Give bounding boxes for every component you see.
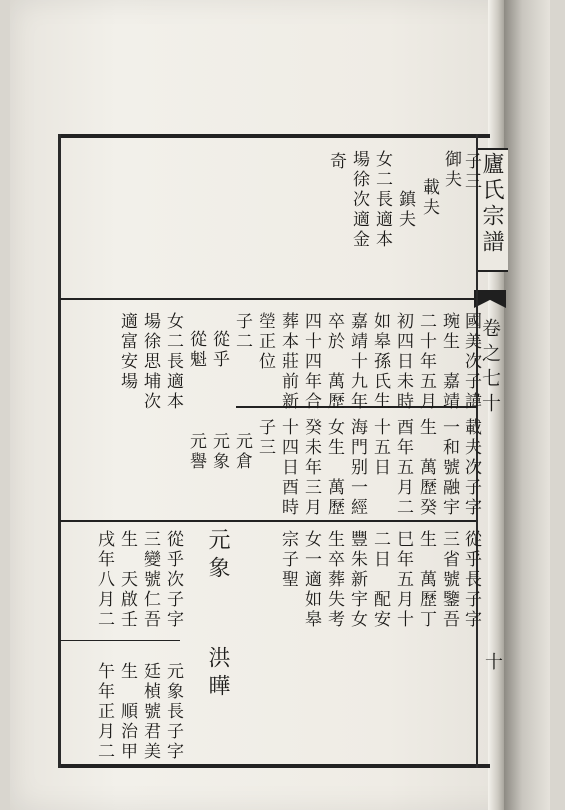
bottom-register-column: 生卒葬失考 <box>324 530 344 630</box>
bottom-register-column: 二日 配安 <box>370 530 390 630</box>
lower-register-column: 元倉 <box>232 432 252 472</box>
names-column: 洪曄 <box>205 646 230 702</box>
upper-register-column: 載夫 <box>419 178 439 218</box>
bottom-register-column: 三變號仁吾 <box>140 530 160 630</box>
names-column: 元象 <box>205 528 230 584</box>
lower-register-column: 一和號融宇 <box>439 418 459 518</box>
bottom-border <box>58 764 490 768</box>
bottom-register-column: 宗子聖 <box>278 530 298 590</box>
top-border <box>58 134 490 138</box>
middle-register-column: 初四日未時 <box>393 312 413 412</box>
middle-register-column: 葬本莊前新 <box>278 312 298 412</box>
middle-register-column: 適富安場 <box>117 312 137 392</box>
middle-register-column: 如皋孫氏生 <box>370 312 390 412</box>
left-border <box>58 134 61 768</box>
middle-register-column: 從魁 <box>186 330 206 370</box>
bottom-register-column: 從乎長子字 <box>461 530 481 630</box>
middle-register-column: 女二長適本 <box>163 312 183 412</box>
middle-register-column: 卒於 萬歷 <box>324 312 344 412</box>
bottom-register-column: 豐朱新宇女 <box>347 530 367 630</box>
bottom-register-column: 從乎次子字 <box>163 530 183 630</box>
last-register-column: 廷楨號君美 <box>140 662 160 762</box>
lower-register-column: 元譽 <box>186 432 206 472</box>
middle-register-column: 二十年五月 <box>416 312 436 412</box>
last-register-column: 生 順治甲 <box>117 662 137 762</box>
register-divider-3 <box>60 520 476 522</box>
lower-register-column: 生 萬歷癸 <box>416 418 436 518</box>
last-register-column: 元象長子字 <box>163 662 183 762</box>
middle-register-column: 四十四年合 <box>301 312 321 412</box>
lower-register-column: 元象 <box>209 432 229 472</box>
lower-register-column: 載夫次子字 <box>461 418 481 518</box>
middle-register-column: 國美次子諱 <box>461 312 481 412</box>
register-divider-4 <box>60 640 180 641</box>
lower-register-column: 海門别一經 <box>347 418 367 518</box>
middle-register-column: 嘉靖十九年 <box>347 312 367 412</box>
upper-register-column: 女二長適本 <box>372 150 392 250</box>
middle-register-column: 從乎 <box>209 330 229 370</box>
upper-register-column: 子三 <box>461 152 481 192</box>
bottom-register-column: 生 天啟壬 <box>117 530 137 630</box>
upper-register-column: 御夫 <box>441 150 461 190</box>
lower-register-column: 癸未年三月 <box>301 418 321 518</box>
lower-register-column: 子三 <box>255 418 275 458</box>
upper-register-column: 鎮夫 <box>395 190 415 230</box>
middle-register-column: 琬生 嘉靖 <box>439 312 459 412</box>
lower-register-column: 十四日酉時 <box>278 418 298 518</box>
lower-register-column: 酉年五月二 <box>393 418 413 518</box>
bottom-register-column: 三省號鑒吾 <box>439 530 459 630</box>
lower-register-column: 女生 萬歷 <box>324 418 344 518</box>
upper-register-column: 場徐次適金 <box>349 150 369 250</box>
bottom-register-column: 生 萬歷丁 <box>416 530 436 630</box>
lower-register-column: 十五日 <box>370 418 390 478</box>
bottom-register-column: 女一適如皋 <box>301 530 321 630</box>
book-title: 廬氏宗譜 <box>479 152 504 256</box>
middle-register-column: 子二 <box>232 312 252 352</box>
middle-register-column: 塋正位 <box>255 312 275 372</box>
register-divider-1 <box>60 298 476 300</box>
upper-register-column: 奇 <box>326 152 346 172</box>
last-register-column: 午年正月二 <box>94 662 114 762</box>
bottom-register-column: 戌年八月二 <box>94 530 114 630</box>
page-edge <box>504 0 550 810</box>
bottom-register-column: 巳年五月十 <box>393 530 413 630</box>
volume-mark: 卷之七十 <box>479 318 501 418</box>
middle-register-column: 場徐思埔次 <box>140 312 160 412</box>
folio-number: 十 <box>482 652 503 673</box>
